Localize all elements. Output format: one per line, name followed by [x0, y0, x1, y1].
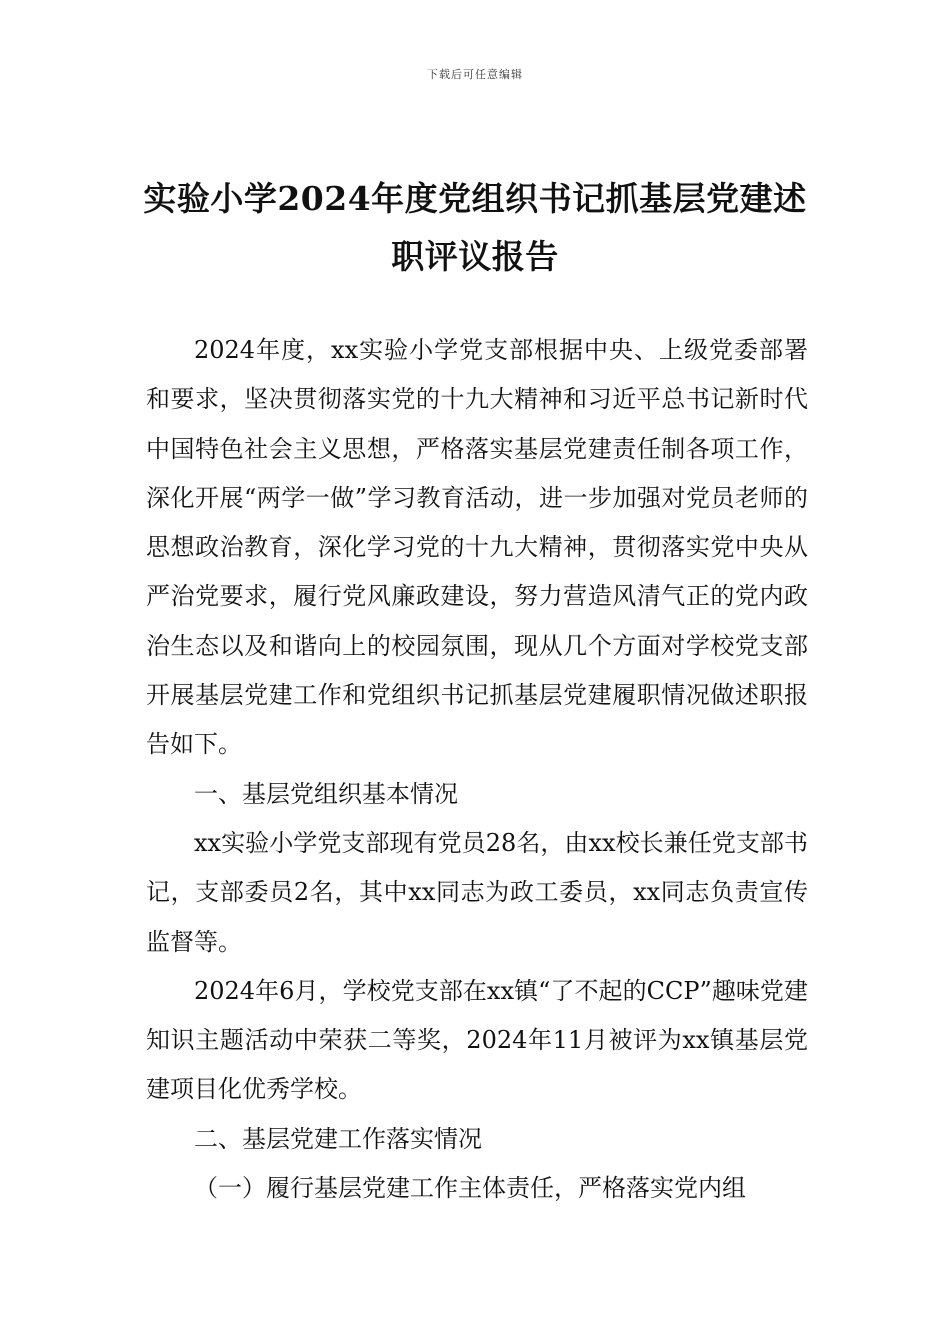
document-title: 实验小学2024年度党组织书记抓基层党建述职评议报告	[143, 179, 807, 276]
section-heading-1: 一、基层党组织基本情况	[194, 779, 458, 808]
header-note: 下载后可任意编辑	[427, 68, 523, 81]
document-body	[146, 326, 808, 1213]
section-heading-2: 二、基层党建工作落实情况	[194, 1124, 482, 1153]
paragraph-intro: 2024年度，xx实验小学党支部根据中央、上级党委部署和要求，坚决贯彻落实党的十九大精神和习近平总书记新时代中国特色社会主义思想，严格落实基层党建责任制各项工作，深化开展“两学一做”学习教育活动，进一步加强对党员老师的思想政治教育，深化学习党的十九大精神，贯彻落实党中央从严治党要求，履行党风廉政建设，努力营造风清气正的党内政治生态以及和谐向上的校园氛围，现从几个方面对学校党支部开展基层党建工作和党组织书记抓基层党建履职情况做述职报告如下。	[146, 336, 808, 759]
paragraph-basic-info: xx实验小学党支部现有党员28名，由xx校长兼任党支部书记，支部委员2名，其中xx同志为政工委员，xx同志负责宣传监督等。	[146, 828, 808, 956]
subsection-heading-1: （一）履行基层党建工作主体责任，严格落实党内组	[194, 1174, 746, 1203]
paragraph-awards: 2024年6月，学校党支部在xx镇“了不起的CCP”趣味党建知识主题活动中荣获二等奖，2024年11月被评为xx镇基层党建项目化优秀学校。	[146, 976, 808, 1104]
